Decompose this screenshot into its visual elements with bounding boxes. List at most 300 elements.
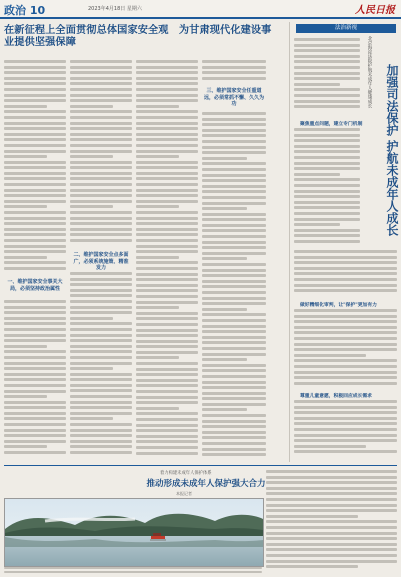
text-line xyxy=(294,289,397,292)
text-line xyxy=(136,245,198,248)
section-label: 政治 10 xyxy=(4,4,46,17)
text-line xyxy=(202,213,266,216)
text-line xyxy=(70,272,132,275)
text-line xyxy=(70,110,132,113)
text-line xyxy=(136,183,198,186)
lake-photo xyxy=(4,498,264,567)
text-line xyxy=(4,261,66,264)
right-column-top xyxy=(294,38,360,116)
text-line xyxy=(202,207,247,210)
text-line xyxy=(4,116,66,119)
text-line xyxy=(202,353,266,356)
text-line xyxy=(70,239,132,242)
text-line xyxy=(202,280,266,283)
text-line xyxy=(202,60,266,63)
text-line xyxy=(202,358,247,361)
text-line xyxy=(136,446,198,449)
text-line xyxy=(294,206,360,209)
text-line xyxy=(4,138,66,141)
text-line xyxy=(202,341,266,344)
text-line xyxy=(4,200,66,203)
text-line xyxy=(294,184,360,187)
text-line xyxy=(294,331,397,334)
text-line xyxy=(136,250,198,253)
text-line xyxy=(136,424,198,427)
text-line xyxy=(4,155,47,158)
text-line xyxy=(294,326,397,329)
text-line xyxy=(294,417,397,420)
text-line xyxy=(202,257,247,260)
text-line xyxy=(136,99,198,102)
text-line xyxy=(4,211,66,214)
text-line xyxy=(202,241,266,244)
text-line xyxy=(70,345,132,348)
text-line xyxy=(202,392,266,395)
text-line xyxy=(294,105,360,108)
text-line xyxy=(202,185,266,188)
text-line xyxy=(136,233,198,236)
text-line xyxy=(202,313,266,316)
text-line xyxy=(266,492,397,495)
section-rule xyxy=(4,465,397,466)
text-line xyxy=(70,451,132,454)
text-line xyxy=(202,269,266,272)
text-line xyxy=(70,71,132,74)
text-line xyxy=(70,144,132,147)
text-line xyxy=(70,127,132,130)
text-line xyxy=(70,228,132,231)
text-line xyxy=(70,367,113,370)
text-line xyxy=(294,212,360,215)
photo-caption xyxy=(4,567,262,575)
text-line xyxy=(4,300,66,303)
text-line xyxy=(136,110,198,113)
text-line xyxy=(4,390,66,393)
text-line xyxy=(70,440,132,443)
text-line xyxy=(202,448,266,451)
text-line xyxy=(70,222,132,225)
right-column-mid xyxy=(294,128,360,246)
text-line xyxy=(294,376,397,379)
text-line xyxy=(202,179,266,182)
text-line xyxy=(70,289,132,292)
text-line xyxy=(202,263,266,266)
text-line xyxy=(136,94,198,97)
text-line xyxy=(70,233,132,236)
text-line xyxy=(294,145,360,148)
text-line xyxy=(202,274,266,277)
text-line xyxy=(4,239,66,242)
text-line xyxy=(294,337,397,340)
text-line xyxy=(202,381,266,384)
caption-line xyxy=(4,571,262,573)
text-line xyxy=(70,384,132,387)
text-line xyxy=(294,450,397,453)
text-line xyxy=(202,162,266,165)
article-column-4 xyxy=(202,112,266,460)
text-line xyxy=(202,336,266,339)
text-line xyxy=(294,309,397,312)
text-line xyxy=(70,417,113,420)
text-line xyxy=(136,379,198,382)
text-line xyxy=(70,373,132,376)
text-line xyxy=(70,423,132,426)
text-line xyxy=(70,77,132,80)
text-line xyxy=(4,373,66,376)
text-line xyxy=(4,88,66,91)
text-line xyxy=(136,429,198,432)
text-line xyxy=(136,407,179,410)
text-line xyxy=(294,201,360,204)
text-line xyxy=(70,105,113,108)
text-line xyxy=(70,189,132,192)
text-line xyxy=(136,256,179,259)
subhead-1: 一、维护国家安全事关大局，必须坚持政治属性 xyxy=(7,279,63,292)
text-line xyxy=(294,315,397,318)
text-line xyxy=(70,82,132,85)
text-line xyxy=(202,425,266,428)
text-line xyxy=(4,412,66,415)
text-line xyxy=(294,223,340,226)
text-line xyxy=(202,397,266,400)
text-line xyxy=(294,406,397,409)
text-line xyxy=(266,565,358,568)
text-line xyxy=(294,178,360,181)
text-line xyxy=(136,295,198,298)
text-line xyxy=(70,205,113,208)
text-line xyxy=(136,435,198,438)
text-line xyxy=(136,390,198,393)
text-line xyxy=(4,194,66,197)
text-line xyxy=(266,498,397,501)
text-line xyxy=(70,378,132,381)
text-line xyxy=(202,420,266,423)
text-line xyxy=(4,306,66,309)
text-line xyxy=(4,417,66,420)
text-line xyxy=(202,319,266,322)
text-line xyxy=(4,205,47,208)
text-line xyxy=(202,129,266,132)
text-line xyxy=(294,343,397,346)
text-line xyxy=(294,365,397,368)
text-line xyxy=(70,322,132,325)
right-title: 加强司法保护 护航未成年人成长 xyxy=(385,64,399,237)
text-line xyxy=(136,401,198,404)
text-line xyxy=(294,134,360,137)
text-line xyxy=(4,445,47,448)
text-line xyxy=(70,150,132,153)
text-line xyxy=(294,428,397,431)
text-line xyxy=(294,38,360,41)
text-line xyxy=(70,445,132,448)
text-line xyxy=(70,99,132,102)
right-section-1: 聚焦重点问题，建立专门机制 xyxy=(300,121,363,127)
text-line xyxy=(70,317,113,320)
text-line xyxy=(70,362,132,365)
text-line xyxy=(70,311,132,314)
bottom-article-column xyxy=(266,470,397,574)
text-line xyxy=(4,245,66,248)
article-column-1 xyxy=(4,60,66,275)
text-line xyxy=(202,151,266,154)
text-line xyxy=(136,161,198,164)
text-line xyxy=(294,229,360,232)
text-line xyxy=(202,112,266,115)
text-line xyxy=(4,367,66,370)
text-line xyxy=(202,436,266,439)
article-column-2b xyxy=(70,272,132,460)
text-line xyxy=(294,256,397,259)
text-line xyxy=(4,384,66,387)
text-line xyxy=(70,172,132,175)
text-line xyxy=(70,356,132,359)
right-column-wide-1 xyxy=(294,250,397,298)
text-line xyxy=(136,189,198,192)
text-line xyxy=(294,445,366,448)
issue-date: 2023年4月18日 星期六 xyxy=(88,6,142,12)
text-line xyxy=(136,60,198,63)
text-line xyxy=(294,66,360,69)
text-line xyxy=(70,177,132,180)
text-line xyxy=(70,217,132,220)
text-line xyxy=(70,306,132,309)
text-line xyxy=(136,155,179,158)
text-line xyxy=(202,369,266,372)
text-line xyxy=(294,83,340,86)
article-column-2 xyxy=(70,60,132,250)
text-line xyxy=(266,526,397,529)
text-line xyxy=(70,283,132,286)
text-line xyxy=(202,123,266,126)
text-line xyxy=(266,543,397,546)
text-line xyxy=(70,94,132,97)
text-line xyxy=(136,200,198,203)
text-line xyxy=(136,122,198,125)
text-line xyxy=(4,429,66,432)
text-line xyxy=(70,294,132,297)
text-line xyxy=(136,166,198,169)
text-line xyxy=(136,133,198,136)
text-line xyxy=(294,150,360,153)
text-line xyxy=(4,250,66,253)
text-line xyxy=(136,440,198,443)
main-headline: 在新征程上全面贯彻总体国家安全观 为甘肃现代化建设事业提供坚强保障 xyxy=(4,24,272,48)
text-line xyxy=(136,177,198,180)
text-line xyxy=(4,122,66,125)
text-line xyxy=(4,378,66,381)
text-line xyxy=(202,386,266,389)
text-line xyxy=(136,418,198,421)
text-line xyxy=(294,167,360,170)
text-line xyxy=(266,470,397,473)
text-line xyxy=(294,371,397,374)
text-line xyxy=(266,481,397,484)
text-line xyxy=(266,560,397,563)
text-line xyxy=(294,156,360,159)
article-column-3 xyxy=(136,60,198,460)
right-section-2: 做好精细化审判，让"保护"更加有力 xyxy=(300,302,377,308)
text-line xyxy=(4,77,66,80)
text-line xyxy=(202,235,266,238)
subhead-3: 三、维护国家安全任重道远，必须常抓不懈、久久为功 xyxy=(204,88,265,107)
text-line xyxy=(4,334,66,337)
text-line xyxy=(4,423,66,426)
text-line xyxy=(4,322,66,325)
text-line xyxy=(4,406,66,409)
text-line xyxy=(202,330,266,333)
text-line xyxy=(4,110,66,113)
text-line xyxy=(294,44,360,47)
bottom-kicker: 着力构建未成年人保护体系 xyxy=(160,471,212,476)
text-line xyxy=(4,60,66,63)
text-line xyxy=(136,150,198,153)
text-line xyxy=(202,246,266,249)
text-line xyxy=(136,211,198,214)
text-line xyxy=(202,174,266,177)
text-line xyxy=(294,139,360,142)
text-line xyxy=(70,200,132,203)
text-line xyxy=(294,195,360,198)
text-line xyxy=(70,166,132,169)
text-line xyxy=(136,340,198,343)
text-line xyxy=(294,55,360,58)
text-line xyxy=(266,548,397,551)
page-header xyxy=(0,0,401,19)
text-line xyxy=(202,431,266,434)
text-line xyxy=(202,291,266,294)
text-line xyxy=(136,267,198,270)
text-line xyxy=(136,278,198,281)
text-line xyxy=(4,233,66,236)
text-line xyxy=(202,229,266,232)
text-line xyxy=(266,520,397,523)
text-line xyxy=(70,133,132,136)
text-line xyxy=(136,312,198,315)
text-line xyxy=(4,144,66,147)
text-line xyxy=(4,172,66,175)
text-line xyxy=(136,239,198,242)
text-line xyxy=(266,509,397,512)
text-line xyxy=(4,434,66,437)
text-line xyxy=(294,72,360,75)
text-line xyxy=(136,373,198,376)
text-line xyxy=(202,157,247,160)
text-line xyxy=(294,49,360,52)
text-line xyxy=(4,133,66,136)
text-line xyxy=(70,138,132,141)
text-line xyxy=(136,412,198,415)
text-line xyxy=(70,389,132,392)
text-line xyxy=(4,440,66,443)
text-line xyxy=(266,532,397,535)
text-line xyxy=(70,429,132,432)
text-line xyxy=(70,66,132,69)
text-line xyxy=(202,297,266,300)
text-line xyxy=(4,345,47,348)
subhead-2: 二、维护国家安全点多面广，必须系统施策、精准发力 xyxy=(73,252,129,271)
text-line xyxy=(202,168,266,171)
text-line xyxy=(4,71,66,74)
right-section-label: 法治新视 xyxy=(296,24,396,33)
text-line xyxy=(70,211,132,214)
text-line xyxy=(136,66,198,69)
text-line xyxy=(202,134,266,137)
text-line xyxy=(70,412,132,415)
text-line xyxy=(136,356,179,359)
text-line xyxy=(4,362,66,365)
text-line xyxy=(70,350,132,353)
text-line xyxy=(4,161,66,164)
text-line xyxy=(136,284,198,287)
text-line xyxy=(294,359,397,362)
text-line xyxy=(294,77,360,80)
text-line xyxy=(136,289,198,292)
text-line xyxy=(202,375,266,378)
text-line xyxy=(4,356,66,359)
text-line xyxy=(294,173,340,176)
text-line xyxy=(202,71,266,74)
text-line xyxy=(70,60,132,63)
text-line xyxy=(70,155,113,158)
text-line xyxy=(294,382,397,385)
text-line xyxy=(294,422,397,425)
text-line xyxy=(136,334,198,337)
text-line xyxy=(294,162,360,165)
text-line xyxy=(70,401,132,404)
text-line xyxy=(202,140,266,143)
text-line xyxy=(136,384,198,387)
text-line xyxy=(136,323,198,326)
text-line xyxy=(4,328,66,331)
text-line xyxy=(294,272,397,275)
text-line xyxy=(202,146,266,149)
text-line xyxy=(70,339,132,342)
right-column-wide-3 xyxy=(294,400,397,460)
text-line xyxy=(4,401,66,404)
text-line xyxy=(136,301,198,304)
text-line xyxy=(294,267,397,270)
text-line xyxy=(202,118,266,121)
article-column-4a xyxy=(202,60,266,84)
text-line xyxy=(136,261,198,264)
text-line xyxy=(4,339,66,342)
text-line xyxy=(294,190,360,193)
text-line xyxy=(136,144,198,147)
text-line xyxy=(202,308,247,311)
right-column-wide-2 xyxy=(294,309,397,389)
text-line xyxy=(70,300,132,303)
text-line xyxy=(294,88,360,91)
text-line xyxy=(4,183,66,186)
text-line xyxy=(4,317,66,320)
text-line xyxy=(136,452,198,455)
text-line xyxy=(294,261,397,264)
text-line xyxy=(4,105,47,108)
text-line xyxy=(202,414,266,417)
text-line xyxy=(4,256,47,259)
text-line xyxy=(266,515,358,518)
text-line xyxy=(4,217,66,220)
text-line xyxy=(202,325,266,328)
text-line xyxy=(202,302,266,305)
text-line xyxy=(70,161,132,164)
text-line xyxy=(266,537,397,540)
text-line xyxy=(70,278,132,281)
text-line xyxy=(294,218,360,221)
text-line xyxy=(136,116,198,119)
bottom-title: 推动形成未成年人保护强大合力 xyxy=(146,479,266,489)
text-line xyxy=(4,451,66,454)
